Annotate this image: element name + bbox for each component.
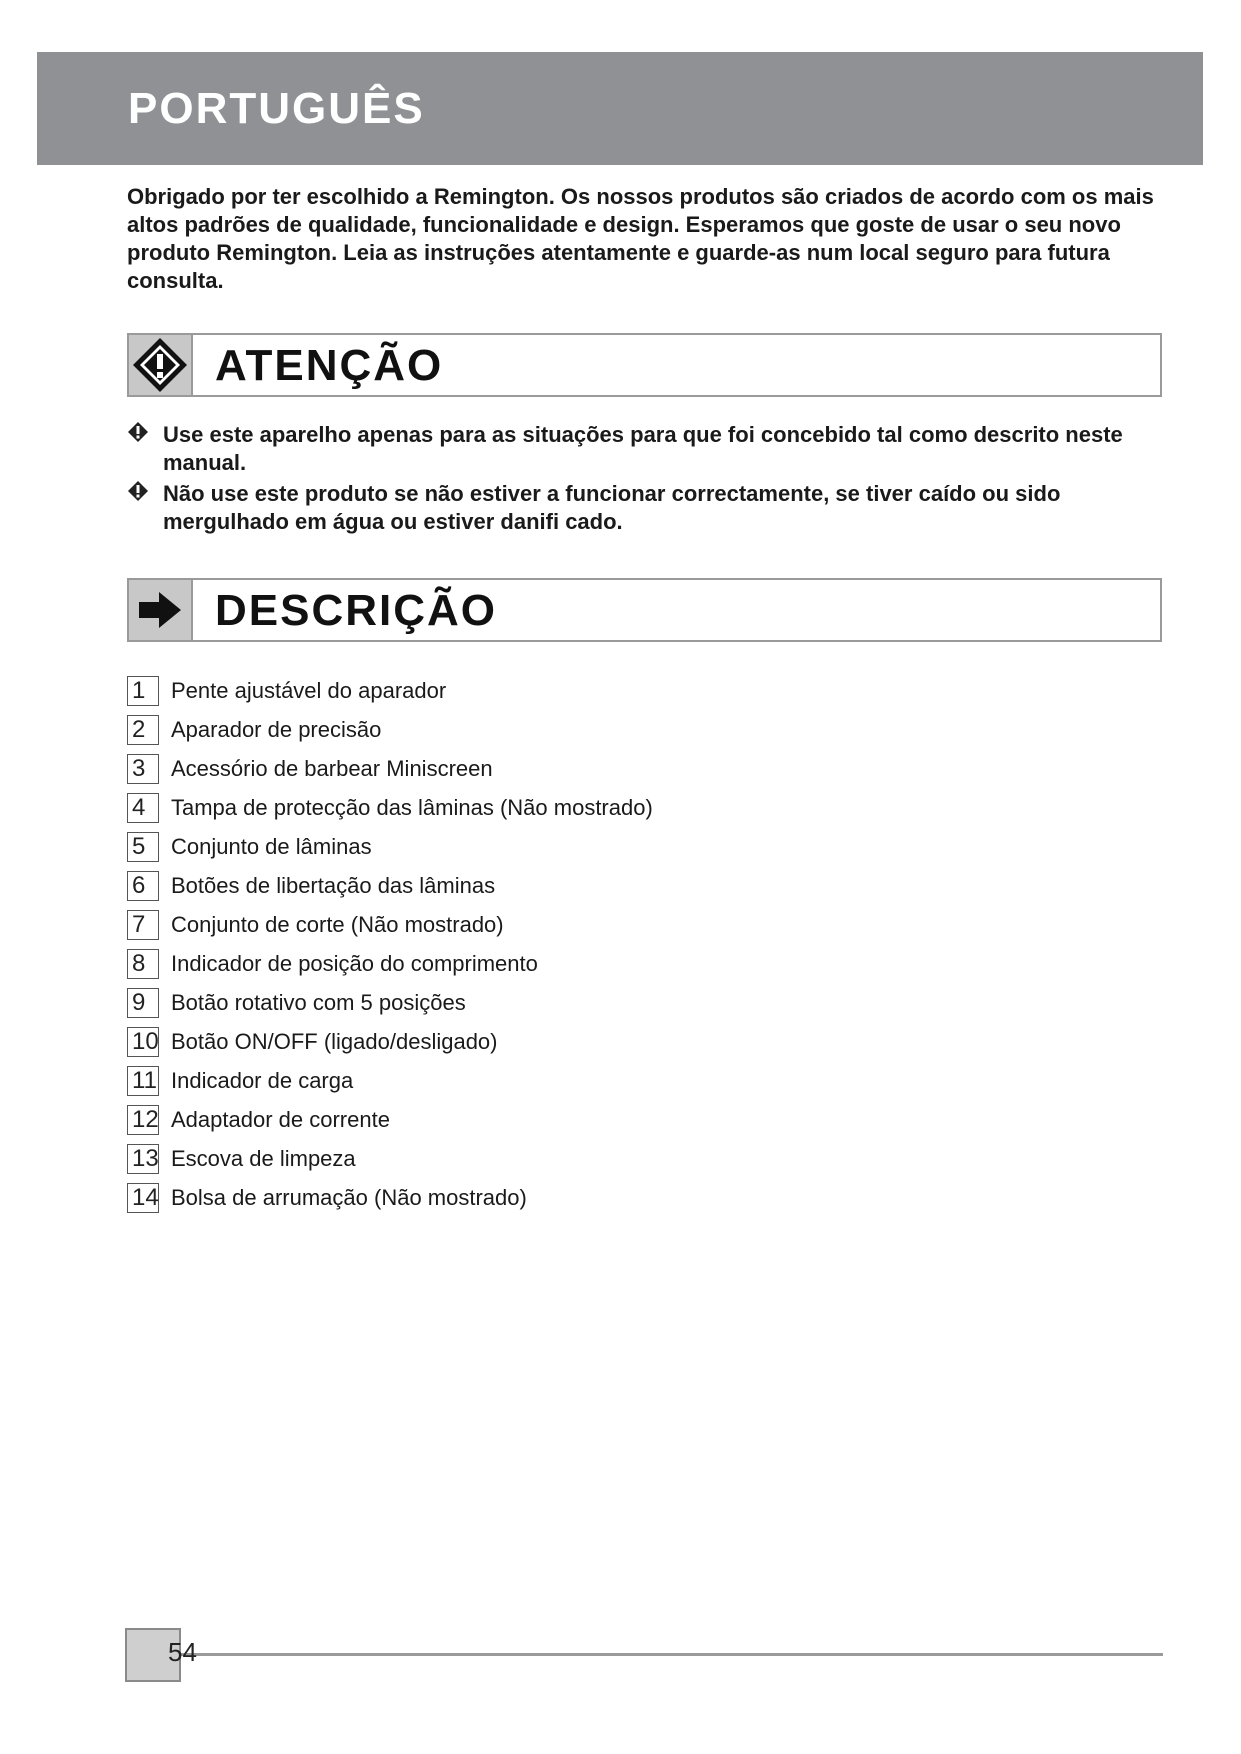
- list-item: [127, 715, 927, 754]
- item-number: 8: [127, 949, 159, 979]
- list-item: [127, 1027, 927, 1066]
- item-label: Botões de libertação das lâminas: [171, 873, 496, 898]
- description-title: DESCRIÇÃO: [215, 586, 498, 635]
- list-item: [127, 949, 927, 988]
- item-label: Conjunto de corte (Não mostrado): [171, 912, 504, 937]
- list-item: [127, 871, 927, 910]
- page-number: 54: [168, 1637, 197, 1667]
- item-label: Bolsa de arrumação (Não mostrado): [171, 1185, 527, 1210]
- item-number: 4: [127, 793, 159, 823]
- warning-bullet-icon: [127, 421, 149, 450]
- item-number: 1: [127, 676, 159, 706]
- list-item: [127, 832, 927, 871]
- attention-item-text: Use este aparelho apenas para as situações para que foi concebido tal como descrito neste manual.: [163, 422, 1123, 475]
- item-number: 10: [127, 1027, 159, 1057]
- warning-bullet-icon: [127, 480, 149, 509]
- language-title: PORTUGUÊS: [128, 84, 425, 133]
- list-item: [127, 1144, 927, 1183]
- warning-diamond-icon: [129, 335, 193, 395]
- list-item: [127, 1066, 927, 1105]
- item-label: Botão ON/OFF (ligado/desligado): [171, 1029, 498, 1054]
- item-label: Botão rotativo com 5 posições: [171, 990, 466, 1015]
- list-item: [127, 754, 927, 793]
- item-label: Indicador de carga: [171, 1068, 354, 1093]
- item-number: 11: [127, 1066, 159, 1096]
- list-item: [127, 676, 927, 715]
- item-label: Indicador de posição do comprimento: [171, 951, 538, 976]
- attention-item: [127, 480, 1167, 536]
- item-label: Acessório de barbear Miniscreen: [171, 756, 493, 781]
- item-label: Escova de limpeza: [171, 1146, 356, 1171]
- item-number: 14: [127, 1183, 159, 1213]
- item-number: 6: [127, 871, 159, 901]
- attention-item-text: Não use este produto se não estiver a funcionar correctamente, se tiver caído ou sido mergulhado em água ou estiver danifi cado.: [163, 481, 1061, 534]
- item-number: 12: [127, 1105, 159, 1135]
- item-number: 7: [127, 910, 159, 940]
- item-number: 9: [127, 988, 159, 1018]
- intro-paragraph: Obrigado por ter escolhido a Remington. Os nossos produtos são criados de acordo com os mais altos padrões de qualidade, funcionalidade e design. Esperamos que goste de usar o seu novo produto Remington. Leia as instruções atentamente e guarde-as num local seguro para futura consulta.: [127, 184, 1154, 293]
- attention-item: [127, 421, 1167, 477]
- list-item: [127, 793, 927, 832]
- item-label: Aparador de precisão: [171, 717, 382, 742]
- list-item: [127, 1105, 927, 1144]
- list-item: [127, 1183, 927, 1222]
- item-number: 3: [127, 754, 159, 784]
- item-label: Adaptador de corrente: [171, 1107, 390, 1132]
- attention-title: ATENÇÃO: [215, 341, 444, 390]
- list-item: [127, 910, 927, 949]
- footer-rule: [181, 1653, 1163, 1656]
- description-section-header: [127, 578, 1162, 642]
- item-label: Pente ajustável do aparador: [171, 678, 447, 703]
- item-label: Conjunto de lâminas: [171, 834, 372, 859]
- description-list: [127, 676, 927, 1222]
- list-item: [127, 988, 927, 1027]
- arrow-right-icon: [129, 580, 193, 640]
- item-number: 13: [127, 1144, 159, 1174]
- item-label: Tampa de protecção das lâminas (Não mostrado): [171, 795, 653, 820]
- attention-section-header: [127, 333, 1162, 397]
- item-number: 5: [127, 832, 159, 862]
- item-number: 2: [127, 715, 159, 745]
- language-header-bar: [37, 52, 1203, 165]
